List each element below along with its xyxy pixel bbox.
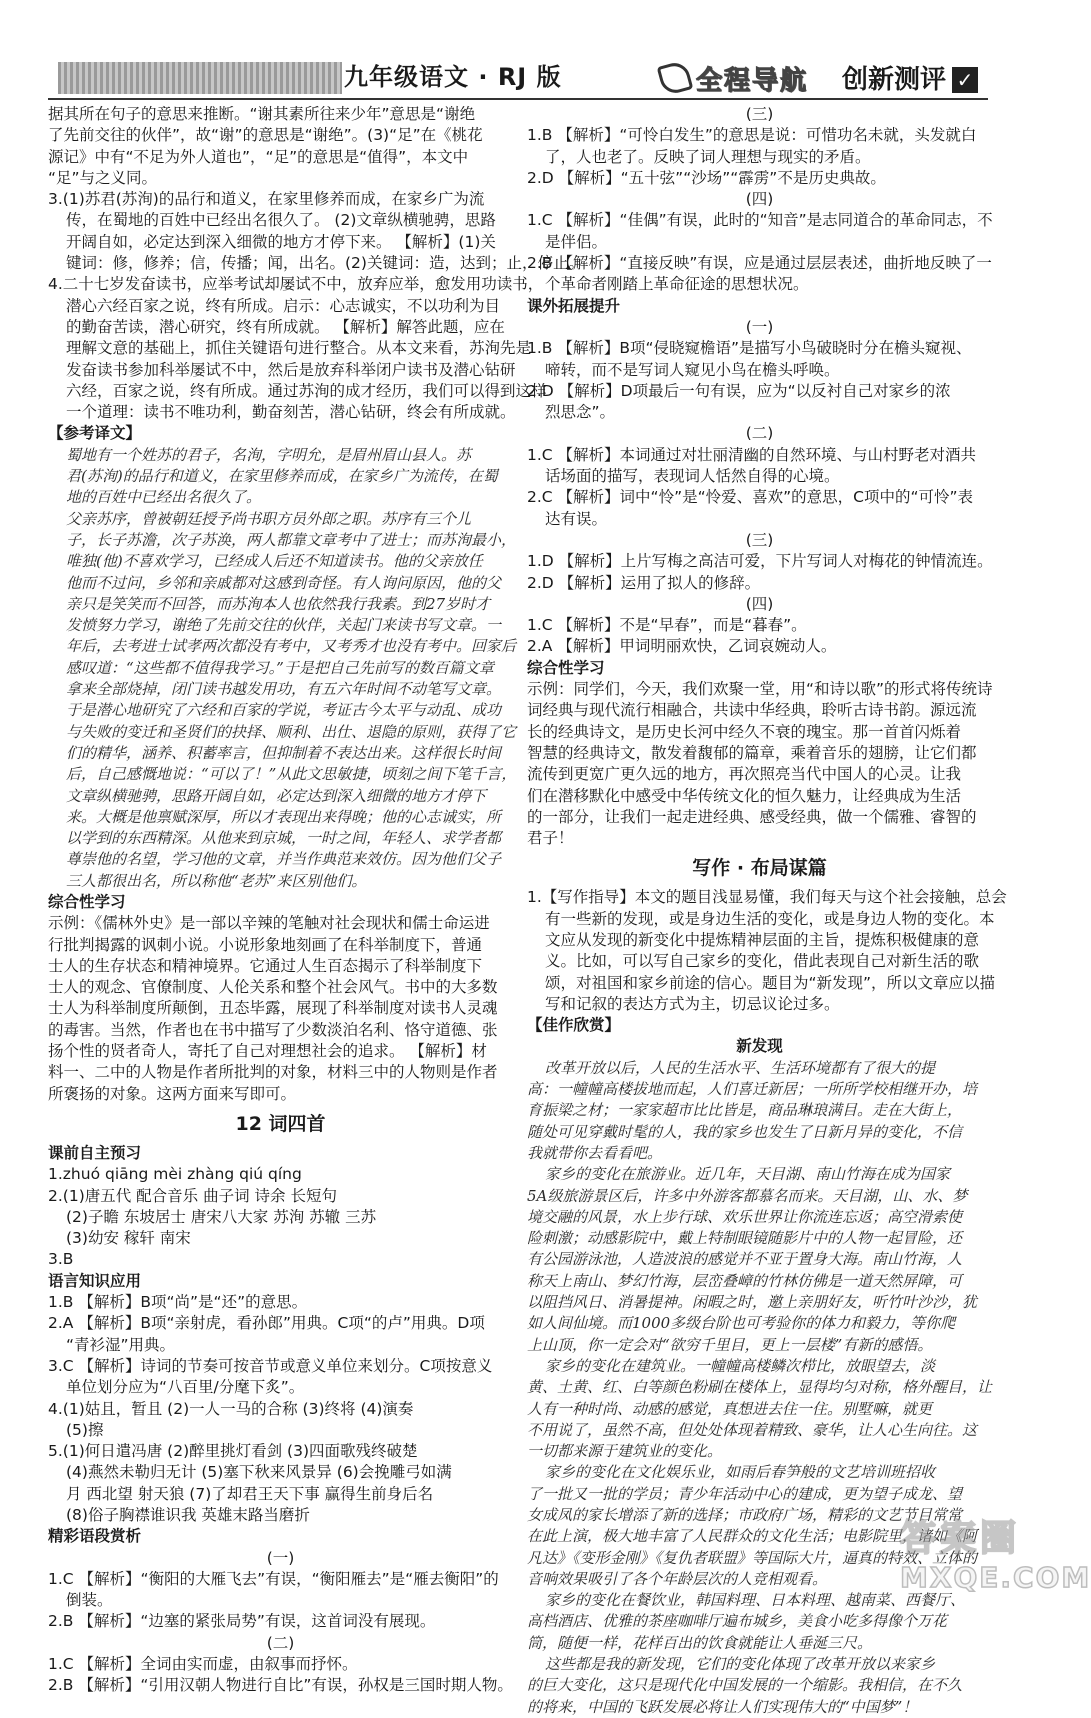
text-line: 2.(1)唐五代 配合音乐 曲子词 诗余 长短句 [48, 1186, 337, 1205]
text-line: 流传到更宽广更久远的地方，再次照亮当代中国人的心灵。让我 [527, 765, 962, 784]
text-line: 士人的生存状态和精神境界。它通过人生百态揭示了科举制度下 [48, 956, 483, 975]
logo-text: 全程导航 [696, 65, 809, 96]
text-line: 的巨大变化，这只是现代化中国发展的一个缩影。我相信，在不久 [527, 1676, 963, 1695]
text-line: 黄、土黄、红、白等颜色粉刷在楼体上，显得均匀对称，格外醒目，让 [527, 1378, 993, 1397]
text-line: 了先前交往的伙伴”，故“谢”的意思是“谢绝”。(3)“足”在《桃花 [48, 126, 483, 145]
text-line: 1.C 【解析】全词由实而虚，由叙事而抒怀。 [48, 1655, 358, 1674]
text-line: 4.二十七岁发奋读书，应举考试却屡试不中，放弃应举，愈发用功读书， [48, 275, 544, 294]
text-line: 与失败的变迁和圣贤们的抉择、顺利、出仕、退隐的原则，获得了它 [66, 722, 517, 741]
text-line: 文应从发现的新变化中提炼精神层面的主旨，提炼积极健康的意 [545, 930, 980, 949]
text-line: 家乡的变化在建筑业。一幢幢高楼鳞次栉比，放眼望去，淡 [545, 1356, 936, 1375]
text-line: 的毒害。当然，作者也在书中描写了少数淡泊名利、恪守道德、张 [48, 1020, 498, 1039]
lesson-title: 12 词四首 [235, 1112, 326, 1135]
text-line: 尊崇他的名望，学习他的文章，并当作典范来效仿。因为他们父子 [66, 850, 502, 869]
text-line: 行批判揭露的讽刺小说。小说形象地刻画了在科举制度下，普通 [48, 935, 483, 954]
header-divider [48, 98, 988, 100]
text-line: 4.(1)姑且，暂且 (2)一人一马的合称 (3)终将 (4)演奏 [48, 1399, 414, 1418]
section-heading: 精彩语段赏析 [48, 1527, 142, 1546]
text-line: 们在潜移默化中感受中华传统文化的恒久魅力，让经典成为生活 [527, 786, 962, 805]
text-line: “足”与之义同。 [48, 168, 158, 187]
check-icon: ✓ [952, 67, 978, 93]
text-line: 长的经典诗文，是历史长河中经久不衰的瑰宝。那一首首闪烁着 [527, 722, 962, 741]
text-line: 随处可见穿戴时髦的人，我的家乡也发生了日新月异的变化，不信 [527, 1122, 963, 1141]
text-line: 于是潜心地研究了六经和百家的学说，考证古今太平与动乱、成功 [66, 701, 502, 720]
text-line: 开阔自如，必定达到深入细微的地方才停下来。 【解析】(1)关 [66, 232, 496, 251]
text-line: 子，长子苏澹，次子苏涣，两人都靠文章考中了进士；而苏洵最小， [66, 530, 517, 549]
text-line: (5)擦 [66, 1420, 104, 1439]
section-heading: 综合性学习 [527, 658, 605, 677]
text-line: 一个道理：读书不唯功利，勤奋刻苦，潜心钻研，终会有所成就。 [66, 403, 516, 422]
text-line: 有一些新的发现，或是身边生活的变化，或是身边人物的变化。本 [545, 909, 995, 928]
text-line: 我就带你去看看吧。 [527, 1143, 663, 1162]
text-line: 的将来，中国的飞跃发展必将让人们实现伟大的“中国梦”！ [527, 1697, 918, 1716]
text-line: 潜心六经百家之说，终有所成。启示：心志诚实，不以功利为目 [66, 296, 501, 315]
section-heading: 课前自主预习 [48, 1143, 142, 1162]
text-line: 育振梁之材；一家家超市比比皆是，商品琳琅满目。走在大街上， [527, 1101, 963, 1120]
section-heading: 语言知识应用 [48, 1271, 142, 1290]
text-line: 如人间仙境。而1000多级台阶也可考验你的体力和毅力，等你爬 [527, 1314, 956, 1333]
text-line: 2.D 【解析】“五十弦”“沙场”“霹雳”不是历史典故。 [527, 168, 886, 187]
text-line: (3)幼安 稼轩 南宋 [66, 1229, 191, 1248]
text-line: (一) [745, 317, 774, 336]
text-line: 达有误。 [545, 509, 608, 528]
lesson-title: 写作 · 布局谋篇 [692, 857, 827, 880]
brand-logo [660, 60, 836, 96]
text-line: 君(苏洵)的品行和道义，在家里修养而成，在家乡广为流传，在蜀 [66, 467, 498, 486]
text-line: 单位划分应为“八百里/分麾下炙”。 [66, 1378, 305, 1397]
text-line: 1.zhuó qiāng mèi zhàng qiú qíng [48, 1165, 302, 1184]
text-line: 来。大概是他禀赋深厚，所以才表现出来得晚；他的心志诚实，所 [66, 807, 502, 826]
logo-bird-icon [657, 60, 694, 97]
text-line: 父亲苏序，曾被朝廷授予尚书职方员外郎之职。苏序有三个儿 [66, 509, 472, 528]
text-line: 2.B 【解析】“引用汉朝人物进行自比”有误，孙权是三国时期人物。 [48, 1676, 513, 1695]
text-line: 理解文意的基础上，抓住关键语句进行整合。从本文来看，苏洵先是 [66, 339, 532, 358]
text-line: 后，自己感慨地说：“可以了！”从此文思敏捷，顷刻之间下笔千言， [66, 765, 517, 784]
text-line: 凡达》《变形金刚》《复仇者联盟》等国际大片，逼真的特效、立体的 [527, 1548, 978, 1567]
text-line: 1.B 【解析】“可怜白发生”的意思是说：可惜功名未就，头发就白 [527, 126, 977, 145]
text-line: (三) [745, 105, 774, 123]
text-line: 音响效果吸引了各个年龄层次的人竞相观看。 [527, 1569, 828, 1588]
text-line: 源记》中有“不足为外人道也”，“足”的意思是“值得”，本文中 [48, 147, 469, 166]
section-heading: 【佳作欣赏】 [527, 1016, 621, 1035]
text-line: 蜀地有一个姓苏的君子，名洵，字明允，是眉州眉山县人。苏 [66, 445, 472, 464]
text-line: (一) [266, 1548, 295, 1567]
text-line: 家乡的变化在旅游业。近几年，天目湖、南山竹海在成为国家 [545, 1165, 951, 1184]
text-line: (2)子瞻 东坡居士 唐宋八大家 苏洵 苏辙 三苏 [66, 1207, 377, 1226]
essay-title: 新发现 [736, 1037, 783, 1056]
text-line: 1.【写作指导】本文的题目浅显易懂，我们每天与这个社会接触，总会 [527, 888, 1007, 907]
text-line: 险刺激；动感影院中，戴上特制眼镜随影片中的人物一起冒险，还 [527, 1229, 963, 1248]
text-line: (四) [745, 594, 774, 613]
watermark [900, 1510, 1091, 1596]
text-line: 文章纵横驰骋，思路开阔自如，必定达到深入细微的地方才停下 [66, 786, 487, 805]
text-line: 女成凤的家长增添了新的选择；市政府广场，精彩的文艺节目常常 [527, 1506, 963, 1524]
text-line: 写和记叙的表达方式为主，切忌议论过多。 [545, 994, 840, 1013]
text-line: 2.A 【解析】甲词明丽欢快，乙词哀婉动人。 [527, 637, 837, 656]
text-line: 5A级旅游景区后，许多中外游客都慕名而来。天目湖，山、水、梦 [527, 1186, 968, 1205]
text-line: 示例：《儒林外史》是一部以辛辣的笔触对社会现状和儒士命运进 [48, 914, 490, 933]
text-line: 亲只是笑笑而不回答，而苏洵本人也依然我行我素。到27岁时才 [66, 594, 491, 613]
text-line: 2.A 【解析】B项“亲射虎，看孙郎”用典。C项“的卢”用典。D项 [48, 1314, 485, 1333]
watermark-url: MXQE.COM [900, 1561, 1091, 1594]
text-line: 所褒扬的对象。这两方面来写即可。 [48, 1084, 297, 1103]
text-line: 三人都很出名，所以称他“老苏”来区别他们。 [66, 871, 367, 890]
text-line: 感叹道：“这些都不值得我学习。”于是把自己先前写的数百篇文章 [66, 658, 494, 677]
text-line: 义。比如，可以写自己家乡的变化，借此表现自己对新生活的歌 [545, 952, 980, 971]
text-line: 士人为科举制度所颠倒，丑态毕露，展现了科举制度对读书人灵魂 [48, 999, 498, 1018]
page-header [0, 0, 1089, 110]
text-line: 了一批又一批的学员；青少年活动中心的建成，更为望子成龙、望 [527, 1484, 963, 1503]
text-line: 在此上演，极大地丰富了人民群众的文化生活；电影院里，诸如《阿 [527, 1527, 978, 1546]
text-line: 是伴侣。 [545, 232, 608, 251]
text-line: 地的百姓中已经出名很久了。 [66, 488, 262, 507]
text-line: 1.D 【解析】上片写梅之高洁可爱，下片写词人对梅花的钟情流连。 [527, 552, 993, 571]
text-line: 示例：同学们，今天，我们欢聚一堂，用“和诗以歌”的形式将传统诗 [527, 680, 993, 699]
text-line: 1.C 【解析】不是“早春”，而是“暮春”。 [527, 616, 807, 635]
text-line: 啼转，而不是写词人窥见小鸟在檐头呼唤。 [545, 360, 840, 379]
text-line: 发愤努力学习，谢绝了先前交往的伙伴，关起门来读书写文章。一 [66, 616, 502, 635]
text-line: (4)燕然未勒归无计 (5)塞下秋来风景异 (6)会挽雕弓如满 [66, 1463, 452, 1482]
text-line: 1.B 【解析】B项“侵晓窥檐语”是描写小鸟破晓时分在檐头窥视、 [527, 339, 972, 358]
text-line: 2.D 【解析】运用了拟人的修辞。 [527, 573, 761, 592]
text-line: 1.C 【解析】本词通过对壮丽清幽的自然环境、与山村野老对酒共 [527, 445, 977, 464]
text-line: 料一、二中的人物是作者所批判的对象，材料三中的人物则是作者 [48, 1063, 498, 1082]
text-line: 的一部分，让我们一起走进经典、感受经典，做一个儒雅、睿智的 [527, 807, 977, 826]
text-line: 家乡的变化在文化娱乐业，如雨后春笋般的文艺培训班招收 [545, 1463, 936, 1482]
text-line: 高：一幢幢高楼拔地而起，人们喜迁新居；一所所学校相继开办，培 [527, 1080, 978, 1099]
section-heading: 课外拓展提升 [527, 296, 621, 315]
text-line: (二) [745, 424, 774, 443]
text-line: 传，在蜀地的百姓中已经出名很久了。 (2)文章纵横驰骋，思路 [66, 211, 496, 230]
text-line: 月 西北望 射天狼 (7)了却君王天下事 赢得生前身后名 [66, 1484, 434, 1503]
text-line: 士人的观念、官僚制度、人伦关系和整个社会风气。书中的大多数 [48, 978, 498, 997]
text-line: 不用说了，虽然不高，但处处体现着精致、豪华，让人心生向往。这 [527, 1420, 978, 1439]
text-line: 3.C 【解析】诗词的节奏可按音节或意义单位来划分。C项按意义 [48, 1356, 493, 1375]
text-line: 有公园游泳池，人造波浪的感觉并不亚于置身大海。南山竹海，人 [527, 1250, 963, 1269]
text-line: 2.C 【解析】词中“怜”是“怜爱、喜欢”的意思，C项中的“可怜”表 [527, 488, 974, 507]
text-line: 人有一种时尚、动感的感觉，真想进去住一住。别墅嘛，就更 [527, 1399, 933, 1418]
text-line: 的勤奋苦读，潜心研究，终有所成就。 【解析】解答此题，应在 [66, 317, 505, 336]
text-line: 倒装。 [66, 1591, 113, 1610]
text-line: 以阻挡风日、消暑提神。闲暇之时，邀上亲朋好友，听竹叶沙沙，犹 [527, 1293, 978, 1312]
text-line: 2.B 【解析】“直接反映”有误，应是通过层层表述，曲折地反映了一 [527, 254, 992, 273]
text-line: 们的精华，涵养、积蓄率言，但抑制着不表达出来。这样很长时间 [66, 743, 502, 762]
text-line: 高档酒店、优雅的茶座咖啡厅遍布城乡，美食小吃多得像个万花 [527, 1612, 948, 1631]
brand-label: 创新测评 [842, 65, 947, 95]
text-line: 5.(1)何日遣冯唐 (2)醉里挑灯看剑 (3)四面歌残终破楚 [48, 1442, 418, 1461]
text-line: (三) [745, 530, 774, 549]
text-line: (二) [266, 1633, 295, 1652]
text-line: 境交融的风景，水上步行球、欢乐世界让你流连忘返；高空滑索使 [527, 1207, 963, 1226]
text-line: 2.D 【解析】D项最后一句有误，应为“以反衬自己对家乡的浓 [527, 381, 951, 400]
text-line: 筒，随便一样，花样百出的饮食就能让人垂涎三尺。 [527, 1633, 873, 1652]
text-line: 六经，百家之说，终有所成。通过苏洵的成才经历，我们可以得到这样 [66, 381, 547, 400]
text-line: 改革开放以后，人民的生活水平、生活环境都有了很大的提 [545, 1058, 936, 1077]
text-line: 据其所在句子的意思来推断。“谢其素所往来少年”意思是“谢绝 [48, 105, 476, 123]
text-line: 烈思念”。 [545, 403, 616, 422]
text-line: 3.(1)苏君(苏洵)的品行和道义，在家里修养而成，在家乡广为流 [48, 190, 485, 209]
text-line: “青衫湿”用典。 [66, 1335, 176, 1354]
text-line: 年后，去考进士试孝两次都没有考中，又考秀才也没有考中。回家后 [66, 637, 517, 656]
text-line: 发奋读书参加科举屡试不中，然后是放弃科举闭户读书及潜心钻研 [66, 360, 516, 379]
text-line: 颂，对祖国和家乡前途的信心。题目为“新发现”，所以文章应以描 [545, 973, 996, 992]
section-heading: 【参考译文】 [48, 424, 142, 443]
text-line: 1.C 【解析】“衡阳的大雁飞去”有误，“衡阳雁去”是“雁去衡阳”的 [48, 1569, 499, 1588]
page-title: 九年级语文 · RJ 版 [344, 63, 562, 91]
text-line: 一切都来源于建筑业的变化。 [527, 1442, 723, 1461]
text-line: 以学到的东西精深。从他来到京城，一时之间，年轻人、求学者都 [66, 829, 502, 848]
text-line: 3.B [48, 1250, 74, 1269]
text-line: 君子！ [527, 829, 574, 848]
text-line: 个革命者刚踏上革命征途的思想状况。 [545, 275, 809, 294]
text-line: 1.B 【解析】B项“尚”是“还”的意思。 [48, 1293, 308, 1312]
text-line: (8)俗子胸襟谁识我 英雄末路当磨折 [66, 1506, 310, 1524]
text-line: 扬个性的贤者奇人，寄托了自己对理想社会的追求。 【解析】材 [48, 1042, 487, 1061]
header-decor-strip [58, 62, 342, 94]
text-line: 2.B 【解析】“边塞的紧张局势”有误，这首词没有展现。 [48, 1612, 436, 1631]
text-line: 上山顶，你一定会对“欲穷千里目，更上一层楼”有新的感悟。 [527, 1335, 933, 1354]
text-line: 智慧的经典诗文，散发着馥郁的篇章，乘着音乐的翅膀，让它们都 [527, 743, 977, 762]
text-line: 话场面的描写，表现词人恬然自得的心境。 [545, 467, 840, 486]
brand-name [842, 62, 978, 98]
text-line: 拿来全部烧掉，闭门读书越发用功，有五六年时间不动笔写文章。 [66, 680, 502, 699]
watermark-logo: 答案圈 [900, 1518, 1021, 1559]
text-line: 称天上南山、梦幻竹海，层峦叠嶂的竹林仿佛是一道天然屏障，可 [527, 1271, 963, 1290]
text-line: 词经典与现代流行相融合，共读中华经典，聆听古诗书韵。源远流 [527, 701, 977, 720]
text-line: (四) [745, 190, 774, 209]
text-line: 1.C 【解析】“佳偶”有误，此时的“知音”是志同道合的革命同志，不 [527, 211, 993, 230]
text-line: 家乡的变化在餐饮业，韩国料理、日本料理、越南菜、西餐厅、 [545, 1591, 966, 1610]
text-line: 键词：修，修养；信，传播；闻，出名。(2)关键词：造，达到；止，停止。 [66, 254, 584, 273]
text-line: 唯独(他)不喜欢学习，已经成人后还不知道读书。他的父亲放任 [66, 552, 483, 571]
text-line: 他而不过问，乡邻和亲戚都对这感到奇怪。有人询问原因，他的父 [66, 573, 502, 592]
text-line: 了，人也老了。反映了词人理想与现实的矛盾。 [545, 147, 871, 166]
section-heading: 综合性学习 [48, 892, 126, 911]
text-line: 这些都是我的新发现，它们的变化体现了改革开放以来家乡 [545, 1655, 936, 1674]
